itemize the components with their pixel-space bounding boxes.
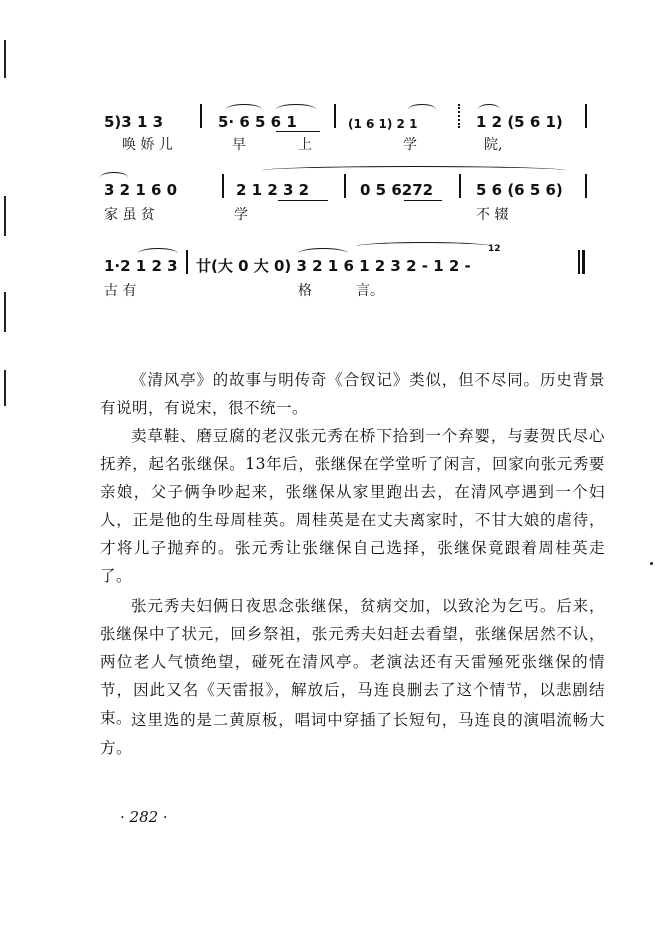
slur xyxy=(226,104,262,115)
music-score xyxy=(0,0,655,320)
measure-notes: 1 2 (5 6 1) xyxy=(476,113,563,131)
body-text xyxy=(100,366,605,422)
lyric: 古 有 xyxy=(104,283,137,299)
lyric: 唤 娇 儿 xyxy=(122,137,173,153)
measure-notes: 3 2 1 6 0 xyxy=(104,181,178,199)
lyric: 言。 xyxy=(356,283,384,299)
lyric: 院, xyxy=(484,137,503,153)
slur xyxy=(262,166,566,175)
lyric: 上 xyxy=(298,137,312,153)
measure-notes: 廿(大 0 大 0) 3 2 1 6 1 2 3 2 - 1 2 - xyxy=(196,257,471,275)
barline xyxy=(334,104,336,128)
beam-underline xyxy=(276,131,320,132)
barline xyxy=(344,174,346,198)
lyric: 家 虽 贫 xyxy=(104,207,155,223)
barline xyxy=(459,174,461,198)
paragraph: 这里选的是二黄原板，唱词中穿插了长短句，马连良的演唱流畅大方。 xyxy=(100,711,605,757)
slur xyxy=(478,104,500,115)
measure-notes: 0 5 6272 xyxy=(360,181,434,199)
scan-edge-mark xyxy=(4,370,6,406)
lyric: 不 辍 xyxy=(476,207,509,223)
body-text xyxy=(100,706,605,762)
page-number: · 282 · xyxy=(120,808,168,826)
paragraph: 张元秀夫妇俩日夜思念张继保，贫病交加，以致沦为乞丐。后来，张继保中了状元，回乡祭祖，张元秀夫妇赶去看望，张继保居然不认，两位老人气愤绝望，碰死在清风亭。老演法还有天雷殛死张继保的情节，因此又名《天雷报》，解放后，马连良删去了这个情节，以悲剧结束。 xyxy=(100,597,605,727)
measure-notes: 2 1 2 3 2 xyxy=(236,181,310,199)
final-barline xyxy=(578,250,580,274)
lyric: 早 xyxy=(232,137,246,153)
lyric: 学 xyxy=(234,207,248,223)
slur xyxy=(408,104,436,115)
slur xyxy=(356,242,492,251)
measure-notes: 5 6 (6 5 6) xyxy=(476,181,563,199)
beam-underline xyxy=(404,200,442,201)
beam-underline xyxy=(278,200,328,201)
grace-notes: 12 xyxy=(488,244,501,254)
scan-speck xyxy=(650,562,653,565)
barline xyxy=(585,174,587,198)
measure-notes: (1 6 1) 2 1 xyxy=(348,117,418,131)
measure-notes: 5· 6 5 6 1 xyxy=(218,113,297,131)
barline xyxy=(585,104,587,128)
lyric: 学 xyxy=(403,137,417,153)
lyric: 格 xyxy=(298,283,312,299)
paragraph: 《清风亭》的故事与明传奇《合钗记》类似，但不尽同。历史背景有说明，有说宋，很不统一。 xyxy=(100,371,605,417)
barline xyxy=(458,104,460,128)
slur xyxy=(276,104,316,115)
barline xyxy=(222,174,224,198)
barline xyxy=(186,250,188,274)
barline xyxy=(200,104,202,128)
measure-notes: 5)3 1 3 xyxy=(104,113,164,131)
measure-notes: 1·2 1 2 3 xyxy=(104,257,178,275)
paragraph: 卖草鞋、磨豆腐的老汉张元秀在桥下拾到一个弃婴，与妻贺氏尽心抚养，起名张继保。13年后，张继保在学堂听了闲言，回家向张元秀要亲娘，父子俩争吵起来，张继保从家里跑出去，在清风亭遇到一个妇人，正是他的生母周桂英。周桂英是在丈夫离家时，不甘大娘的虐待，才将儿子抛弃的。张元秀让张继保自己选择，张继保竟跟着周桂英走了。 xyxy=(100,427,605,585)
body-text xyxy=(100,422,605,590)
final-barline xyxy=(582,250,585,274)
